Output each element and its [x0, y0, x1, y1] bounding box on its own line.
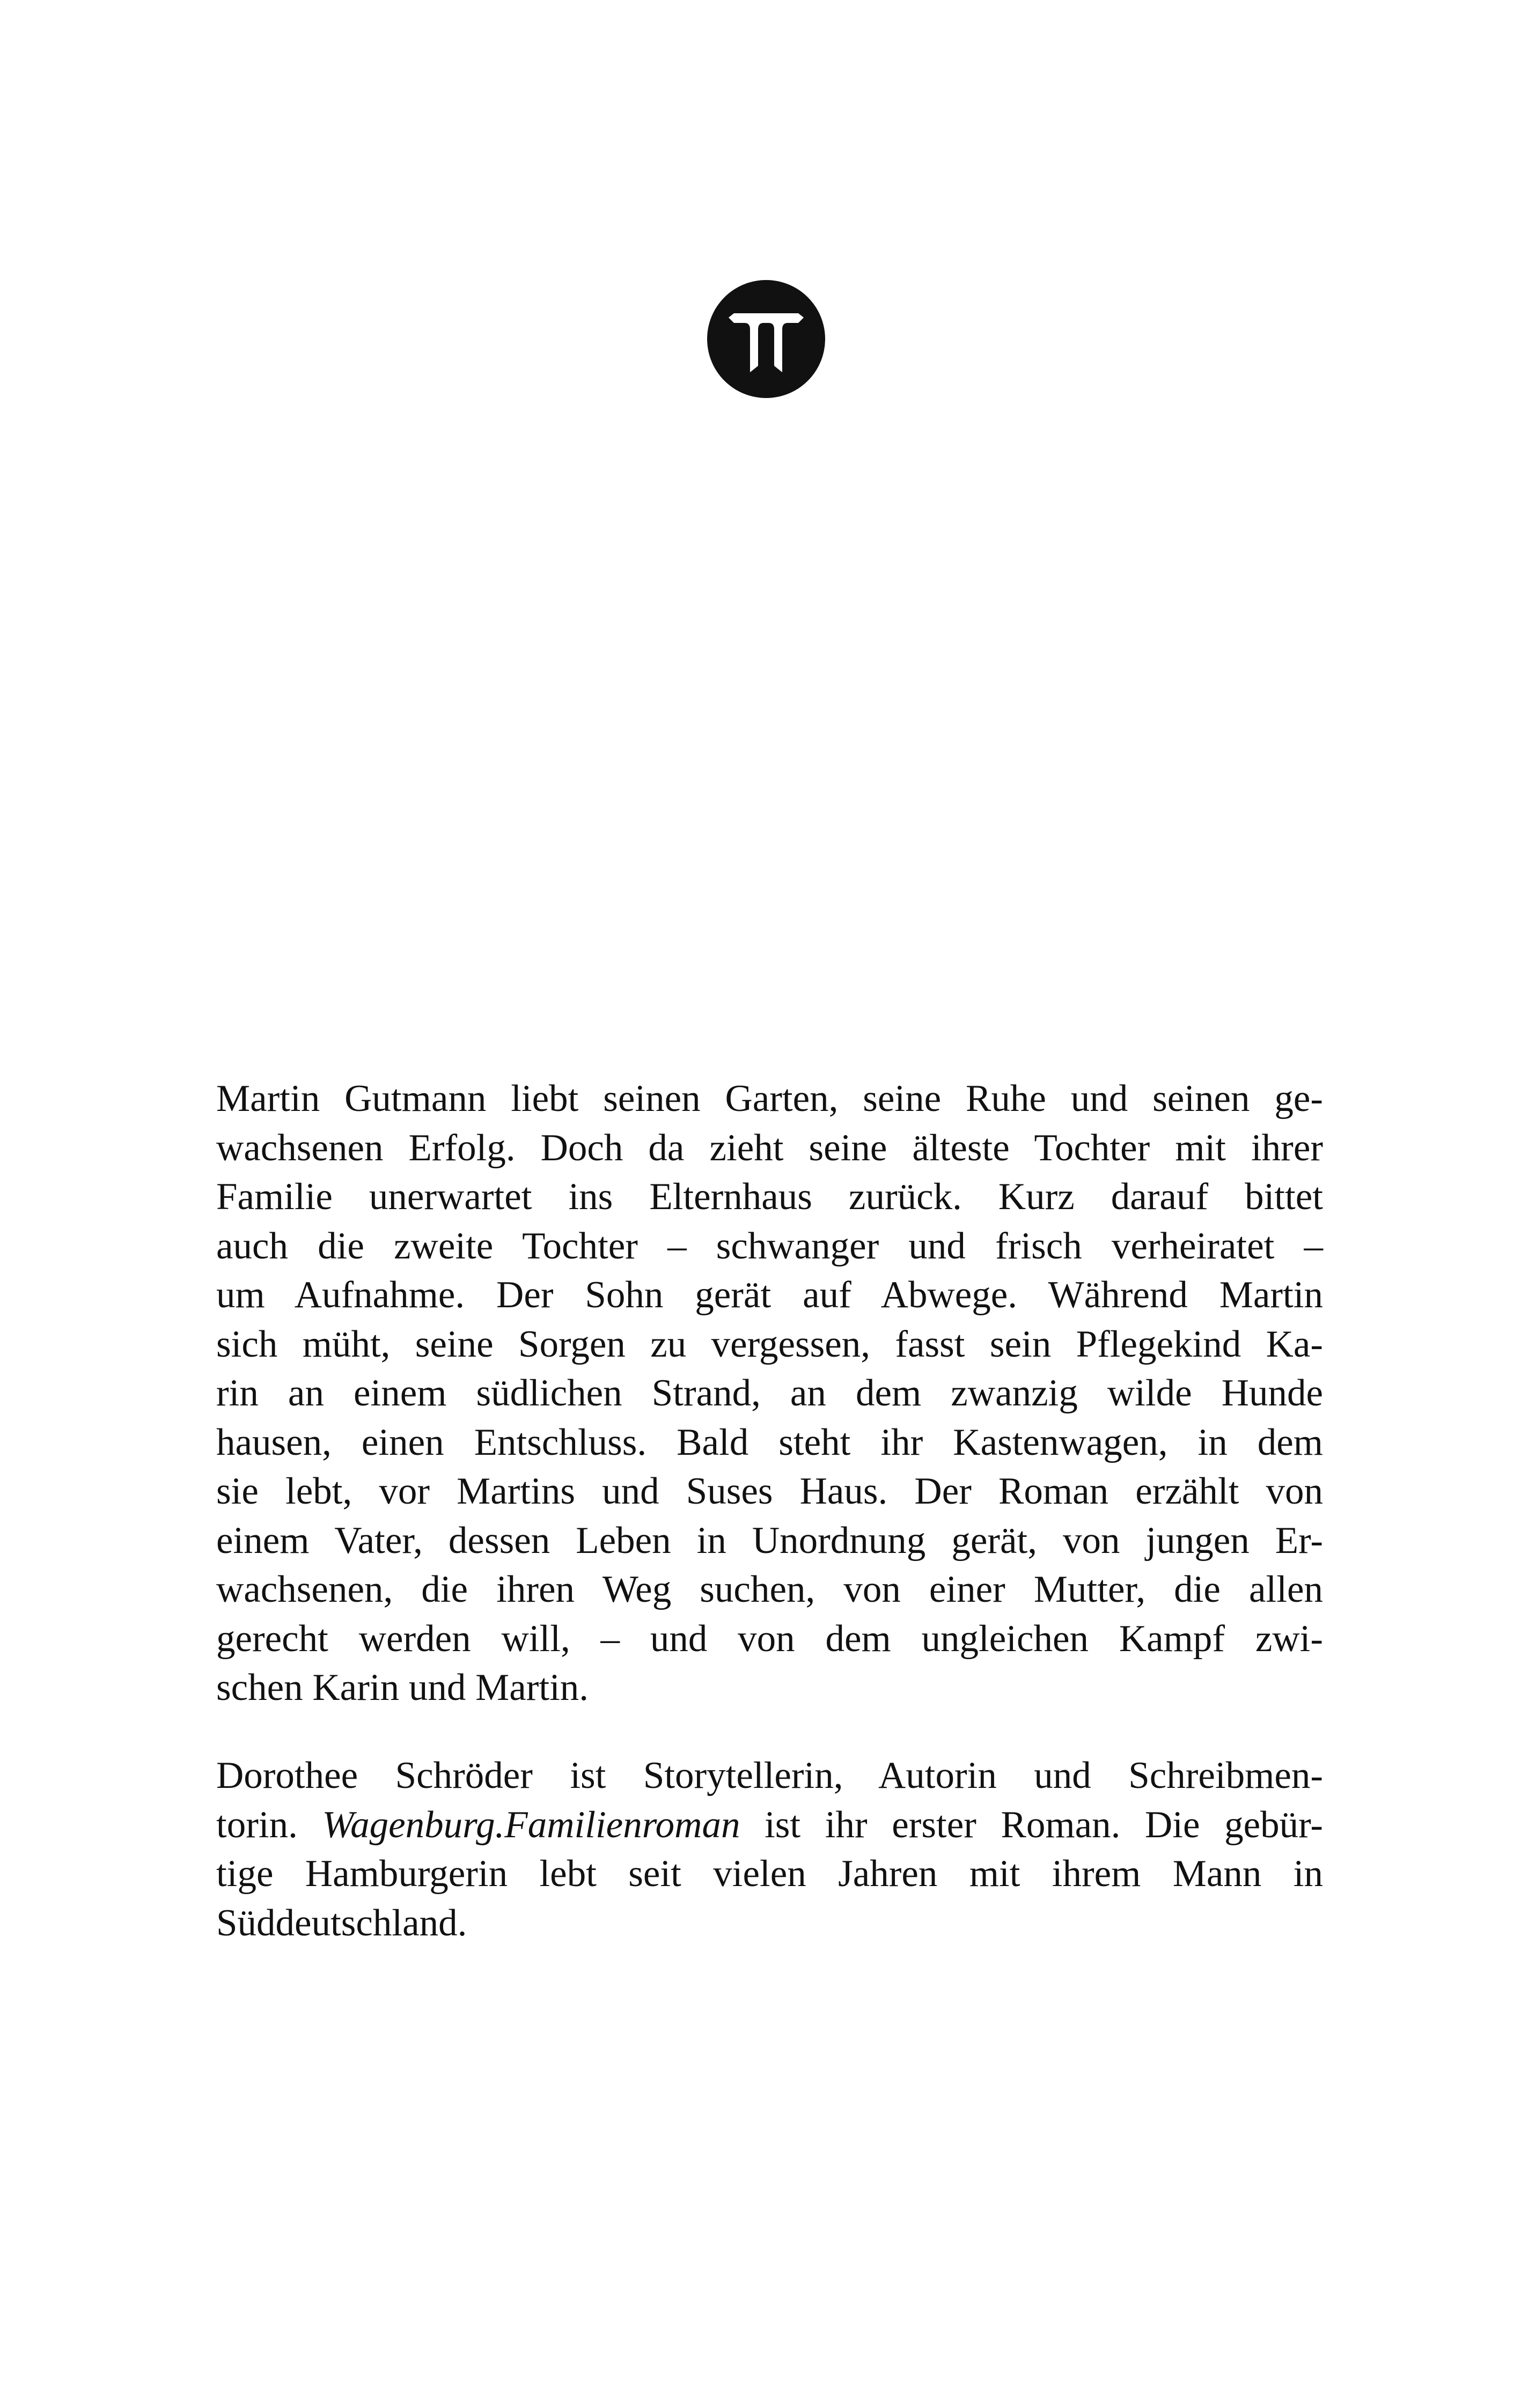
- blurb-line: hausen, einen Entschluss. Bald steht ihr Kastenwagen, in dem: [216, 1421, 1323, 1463]
- book-title: Wagenburg.Familienroman: [322, 1803, 740, 1846]
- author-bio-line: tige Hamburgerin lebt seit vielen Jahren mit ihrem Mann in: [216, 1853, 1323, 1895]
- blurb-line: um Aufnahme. Der Sohn gerät auf Abwege. Während Martin: [216, 1274, 1323, 1316]
- publisher-logo-icon: [707, 280, 825, 398]
- blurb-line: sich müht, seine Sorgen zu vergessen, fasst sein Pflegekind Ka-: [216, 1323, 1323, 1365]
- blurb-line: sie lebt, vor Martins und Suses Haus. Der Roman erzählt von: [216, 1470, 1323, 1512]
- blurb-line: wachsenen Erfolg. Doch da zieht seine älteste Tochter mit ihrer: [216, 1126, 1323, 1169]
- blurb-line: wachsenen, die ihren Weg suchen, von einer Mutter, die allen: [216, 1568, 1323, 1610]
- blurb-line: gerecht werden will, – und von dem ungleichen Kampf zwi-: [216, 1617, 1323, 1660]
- author-bio: [216, 1751, 1323, 1948]
- author-bio-text: ist ihr erster Roman. Die gebür-: [740, 1803, 1323, 1846]
- author-bio-line: Süddeutschland.: [216, 1902, 467, 1944]
- blurb-line: rin an einem südlichen Strand, an dem zwanzig wilde Hunde: [216, 1372, 1323, 1414]
- blurb-line: Martin Gutmann liebt seinen Garten, seine Ruhe und seinen ge-: [216, 1078, 1323, 1120]
- blurb-line: einem Vater, dessen Leben in Unordnung gerät, von jungen Er-: [216, 1519, 1323, 1562]
- author-bio-line: [216, 1801, 1323, 1850]
- blurb-line: auch die zweite Tochter – schwanger und frisch verheiratet –: [216, 1225, 1323, 1267]
- blurb-line: schen Karin und Martin.: [216, 1667, 589, 1709]
- blurb-line: Familie unerwartet ins Elternhaus zurück. Kurz darauf bittet: [216, 1176, 1323, 1218]
- author-bio-text: torin.: [216, 1803, 322, 1846]
- author-bio-line: Dorothee Schröder ist Storytellerin, Autorin und Schreibmen-: [216, 1755, 1323, 1796]
- book-blurb: [216, 1074, 1323, 1713]
